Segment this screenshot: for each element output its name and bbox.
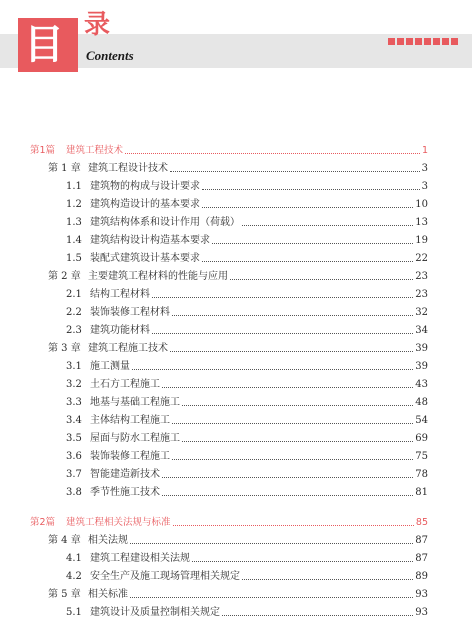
section-number: 1.1 [66,181,82,192]
contents-subtitle: Contents [86,48,134,63]
leader-dots [172,423,413,424]
section-number: 3.6 [66,451,82,462]
leader-dots [172,459,413,460]
chapter-number: 第 2 章 [48,271,81,282]
page-number: 1 [421,145,428,156]
part-title: 建筑工程技术 [66,145,124,156]
toc-section-3-5[interactable] [0,430,472,446]
section-number: 3.1 [66,361,82,372]
leader-dots [162,477,413,478]
leader-dots [130,543,413,544]
leader-dots [202,207,413,208]
section-title: 建筑工程建设相关法规 [90,553,190,564]
leader-dots [173,525,414,526]
section-number: 3.4 [66,415,82,426]
page-number: 85 [415,517,428,528]
toc-section-3-8[interactable] [0,484,472,500]
section-number: 2.2 [66,307,82,318]
page-number: 48 [415,397,428,408]
section-number: 1.2 [66,199,82,210]
section-title: 建筑结构设计构造基本要求 [90,235,210,246]
page-number: 10 [415,199,428,210]
leader-dots [162,387,413,388]
leader-dots [170,171,420,172]
page-number: 39 [415,343,428,354]
toc-section-4-2[interactable] [0,568,472,584]
toc-section-2-3[interactable] [0,322,472,338]
toc-section-1-5[interactable] [0,250,472,266]
section-title: 建筑设计及质量控制相关规定 [90,607,220,618]
toc-section-3-7[interactable] [0,466,472,482]
leader-dots [202,189,420,190]
leader-dots [182,405,413,406]
title-char-lu: 录 [84,10,111,40]
section-number: 4.2 [66,571,82,582]
toc-section-4-1[interactable] [0,550,472,566]
chapter-number: 第 3 章 [48,343,81,354]
section-number: 5.1 [66,607,82,618]
section-number: 1.4 [66,235,82,246]
leader-dots [242,579,413,580]
leader-dots [202,261,413,262]
section-number: 3.5 [66,433,82,444]
section-title: 屋面与防水工程施工 [90,433,180,444]
chapter-title: 主要建筑工程材料的性能与应用 [88,271,228,282]
section-title: 装饰装修工程材料 [90,307,170,318]
page-number: 69 [415,433,428,444]
chapter-number: 第 4 章 [48,535,81,546]
section-number: 1.3 [66,217,82,228]
section-title: 地基与基础工程施工 [90,397,180,408]
page-number: 22 [415,253,428,264]
page-number: 81 [415,487,428,498]
page-number: 39 [415,361,428,372]
section-title: 装配式建筑设计基本要求 [90,253,200,264]
leader-dots [182,441,413,442]
page-number: 89 [415,571,428,582]
section-number: 3.2 [66,379,82,390]
part-number: 第2篇 [30,517,56,528]
page-number: 78 [415,469,428,480]
leader-dots [222,615,413,616]
toc-section-1-2[interactable] [0,196,472,212]
section-number: 2.1 [66,289,82,300]
chapter-title: 相关法规 [88,535,128,546]
section-title: 土石方工程施工 [90,379,160,390]
page-number: 23 [415,289,428,300]
toc-chapter-5[interactable] [0,586,472,602]
leader-dots [125,153,420,154]
toc-section-3-3[interactable] [0,394,472,410]
section-title: 装饰装修工程施工 [90,451,170,462]
section-number: 2.3 [66,325,82,336]
toc-section-3-4[interactable] [0,412,472,428]
leader-dots [132,369,413,370]
part-title: 建筑工程相关法规与标准 [66,517,171,528]
section-title: 建筑功能材料 [90,325,150,336]
toc-section-5-1[interactable] [0,604,472,620]
toc-chapter-4[interactable] [0,532,472,548]
toc-section-1-4[interactable] [0,232,472,248]
leader-dots [152,297,413,298]
header [0,0,472,80]
chapter-title: 建筑工程施工技术 [88,343,168,354]
leader-dots [170,351,413,352]
section-title: 建筑构造设计的基本要求 [90,199,200,210]
page-number: 93 [415,607,428,618]
chapter-number: 第 1 章 [48,163,81,174]
page-number: 3 [421,163,428,174]
toc-part-2[interactable] [0,514,472,530]
leader-dots [242,225,413,226]
toc-chapter-3[interactable] [0,340,472,356]
chapter-title: 建筑工程设计技术 [88,163,168,174]
section-title: 季节性施工技术 [90,487,160,498]
page-number: 54 [415,415,428,426]
page-number: 34 [415,325,428,336]
title-char-mu: 目 [24,21,64,68]
toc-section-2-1[interactable] [0,286,472,302]
chapter-number: 第 5 章 [48,589,81,600]
section-number: 3.8 [66,487,82,498]
section-title: 主体结构工程施工 [90,415,170,426]
leader-dots [162,495,413,496]
leader-dots [230,279,413,280]
page-number: 32 [415,307,428,318]
section-title: 施工测量 [90,361,130,372]
section-title: 结构工程材料 [90,289,150,300]
toc-section-1-1[interactable] [0,178,472,194]
section-number: 3.7 [66,469,82,480]
page-number: 87 [415,553,428,564]
chapter-title: 相关标准 [88,589,128,600]
section-title: 建筑结构体系和设计作用（荷载） [90,217,240,228]
section-number: 1.5 [66,253,82,264]
section-number: 4.1 [66,553,82,564]
section-title: 安全生产及施工现场管理相关规定 [90,571,240,582]
toc-section-3-2[interactable] [0,376,472,392]
leader-dots [152,333,413,334]
page-number: 43 [415,379,428,390]
page-number: 23 [415,271,428,282]
section-number: 3.3 [66,397,82,408]
toc-section-2-2[interactable] [0,304,472,320]
section-title: 建筑物的构成与设计要求 [90,181,200,192]
toc-section-3-6[interactable] [0,448,472,464]
part-number: 第1篇 [30,145,56,156]
decorative-squares [388,38,458,45]
leader-dots [130,597,413,598]
leader-dots [192,561,413,562]
page-number: 13 [415,217,428,228]
page-number: 75 [415,451,428,462]
page-number: 93 [415,589,428,600]
leader-dots [172,315,413,316]
toc-section-3-1[interactable] [0,358,472,374]
toc-chapter-1[interactable] [0,160,472,176]
leader-dots [212,243,413,244]
page-number: 3 [421,181,428,192]
toc-section-1-3[interactable] [0,214,472,230]
page-number: 87 [415,535,428,546]
toc-chapter-2[interactable] [0,268,472,284]
section-title: 智能建造新技术 [90,469,160,480]
page-number: 19 [415,235,428,246]
toc-part-1[interactable] [0,142,472,158]
